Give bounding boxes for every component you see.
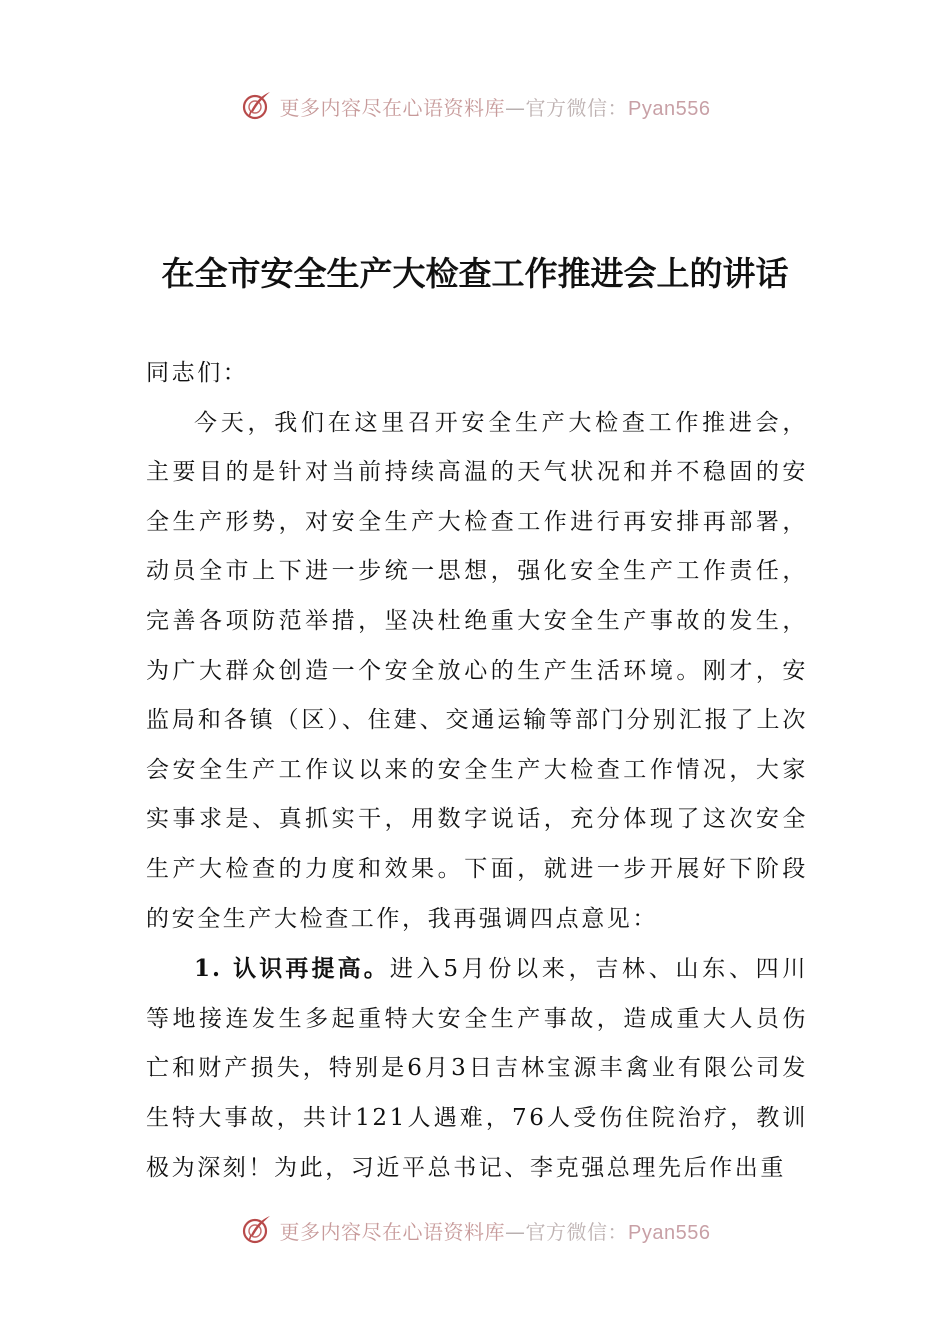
- footer-watermark: [0, 1210, 950, 1250]
- watermark-wechat-id: Pyan556: [628, 1221, 711, 1244]
- watermark-wechat-id: Pyan556: [628, 97, 711, 120]
- watermark-brand: 更多内容尽在心语资料库: [279, 95, 506, 120]
- watermark-wechat-label: 官方微信：: [525, 95, 629, 120]
- watermark-dash: —: [505, 1219, 526, 1244]
- paragraph-intro: 今天，我们在这里召开安全生产大检查工作推进会，主要目的是针对当前持续高温的天气状况和并不稳固的安全生产形势，对安全生产大检查工作进行再安排再部署，动员全市上下进一步统一思想，强化安全生产工作责任，完善各项防范举措，坚决杜绝重大安全生产事故的发生，为广大群众创造一个安全放心的生产生活环境。刚才，安监局和各镇（区）、住建、交通运输等部门分别汇报了上次会安全生产工作议以来的安全生产大检查工作情况，大家实事求是、真抓实干，用数字说话，充分体现了这次安全生产大检查的力度和效果。下面，就进一步开展好下阶段的安全生产大检查工作，我再强调四点意见：: [146, 409, 808, 932]
- watermark-dash: —: [505, 95, 526, 120]
- salutation: 同志们：: [146, 360, 249, 386]
- point-1-heading: 1. 认识再提高。: [194, 955, 390, 983]
- paragraph-point-1: [146, 944, 808, 1193]
- quill-logo-icon: [240, 89, 274, 123]
- point-1-text: 进入5月份以来，吉林、山东、四川等地接连发生多起重特大安全生产事故，造成重大人员伤亡和财产损失，特别是6月3日吉林宝源丰禽业有限公司发生特大事故，共计121人遇难，76人受伤住院治疗，教训极为深刻！为此，习近平总书记、李克强总理先后作出重: [146, 956, 808, 1181]
- quill-logo-icon: [240, 1213, 274, 1247]
- watermark-brand: 更多内容尽在心语资料库: [279, 1219, 506, 1244]
- document-title: 在全市安全生产大检查工作推进会上的讲话: [161, 254, 789, 293]
- header-watermark: [0, 86, 950, 126]
- watermark-text: [280, 92, 711, 121]
- document-body: [146, 349, 808, 1193]
- watermark-wechat-label: 官方微信：: [525, 1219, 629, 1244]
- watermark-text: [280, 1216, 711, 1245]
